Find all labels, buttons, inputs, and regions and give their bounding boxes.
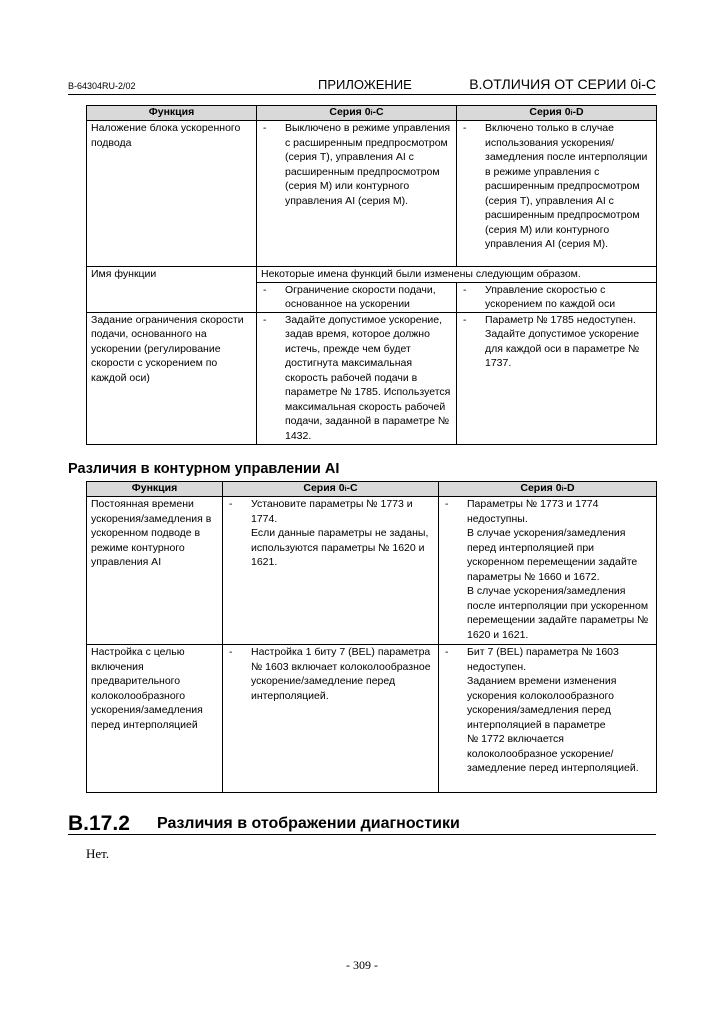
series-c-cell: - Настройка 1 биту 7 (BEL) параметра № 1603 включает колоколообразное ускорение/замедление перед интерполяцией. [223,645,439,793]
series-d-cell: - Параметры № 1773 и 1774 недоступны. В случае ускорения/замедления перед интерполяцией при ускоренном перемещении задайте параметры № 1660 и 1672. В случае ускорения/замедления после интерполяции при ускоренном перемещении задайте параметры № 1620 и 1621. [439,497,657,645]
series-c-cell: - Задайте допустимое ускорение, задав время, которое должно истечь, прежде чем будет достигнута максимальная скорость рабочей подачи в параметре № 1785. Используется максимальная скорость рабочей подачи, заданной в параметре № 1432. [257,312,457,444]
section-divider [68,834,656,835]
series-d-cell: - Управление скоростью с ускорением по каждой оси [457,282,657,312]
subsection-title: Различия в контурном управлении AI [68,461,340,477]
section-header-title: B.ОТЛИЧИЯ ОТ СЕРИИ 0i-C [469,76,656,92]
function-cell: Постоянная времени ускорения/замедления в ускоренном подводе в режиме контурного управления AI [87,497,223,645]
document-code: B-64304RU-2/02 [68,81,136,91]
differences-table [86,105,657,445]
series-c-cell: - Установите параметры № 1773 и 1774. Если данные параметры не заданы, используются параметры № 1620 и 1621. [223,497,439,645]
series-c-cell: - Выключено в режиме управления с расширенным предпросмотром (серия T), управления AI с расширенным предпросмотром (серия M) или контурного управления AI (серия M). [257,121,457,267]
table-row [87,121,657,267]
spanning-note-cell: Некоторые имена функций были изменены следующим образом. [257,267,657,283]
column-header-series-d: Серия 0i-D [439,482,657,497]
table-row [87,645,657,793]
column-header-series-c: Серия 0i-C [223,482,439,497]
page-header [68,76,656,95]
column-header-function: Функция [87,482,223,497]
table-row [87,497,657,645]
table-header-row [87,106,657,121]
series-c-cell: - Ограничение скорости подачи, основанное на ускорении [257,282,457,312]
column-header-series-c: Серия 0i-C [257,106,457,121]
series-d-cell: - Включено только в случае использования ускорения/замедления после интерполяции в режиме управления с расширенным предпросмотром (серия T), управления AI с расширенным предпросмотром (серия M) или контурного управления AI (серия M). [457,121,657,267]
function-cell: Задание ограничения скорости подачи, основанного на ускорении (регулирование скорости с ускорением по каждой оси) [87,312,257,444]
table-header-row [87,482,657,497]
series-d-cell: - Параметр № 1785 недоступен. Задайте допустимое ускорение для каждой оси в параметре № 1737. [457,312,657,444]
page-number: - 309 - [346,958,378,972]
series-d-cell: - Бит 7 (BEL) параметра № 1603 недоступен. Заданием времени изменения ускорения колоколообразного ускорения/замедления перед интерполяцией в параметре № 1772 включается колоколообразное ускорение/замедление перед интерполяцией. [439,645,657,793]
function-cell: Наложение блока ускоренного подвода [87,121,257,267]
table-row [87,312,657,444]
section-number: B.17.2 [68,812,130,835]
column-header-function: Функция [87,106,257,121]
function-cell: Настройка с целью включения предварительного колоколообразного ускорения/замедления перед интерполяцией [87,645,223,793]
column-header-series-d: Серия 0i-D [457,106,657,121]
table-row [87,267,657,283]
section-body: Нет. [86,846,110,861]
section-title: Различия в отображении диагностики [157,815,460,832]
function-cell: Имя функции [87,267,257,313]
appendix-label: ПРИЛОЖЕНИЕ [318,77,412,92]
ai-contour-differences-table [86,481,657,793]
